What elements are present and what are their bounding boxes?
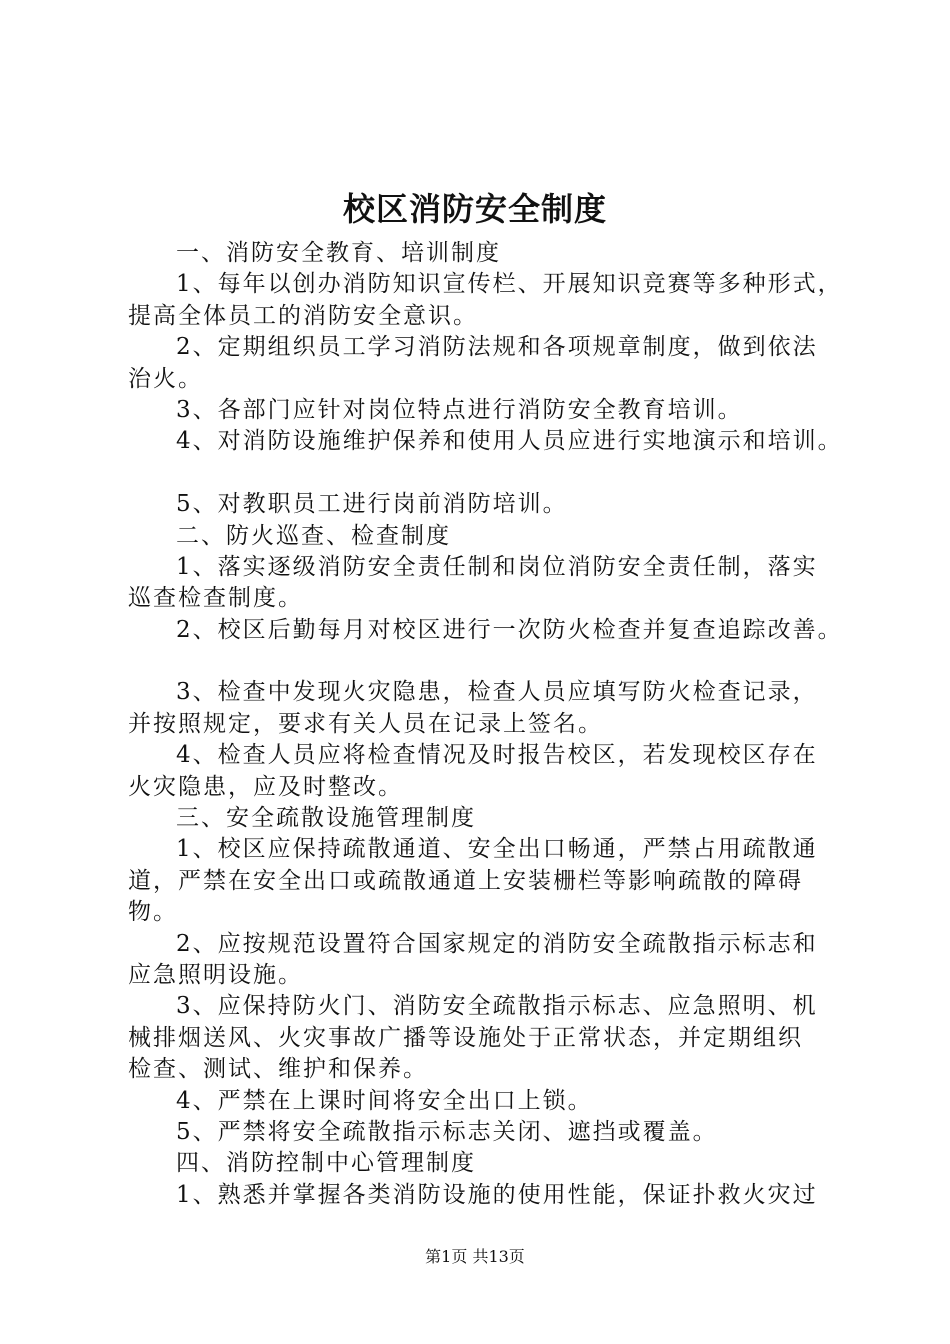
paragraph-line: 物。 xyxy=(128,899,178,926)
paragraph-line: 检查、测试、维护和保养。 xyxy=(128,1056,428,1083)
paragraph-line: 2、校区后勤每月对校区进行一次防火检查并复查追踪改善。 xyxy=(176,616,843,643)
paragraph-line: 并按照规定，要求有关人员在记录上签名。 xyxy=(128,710,603,737)
paragraph-line: 提高全体员工的消防安全意识。 xyxy=(128,302,478,329)
paragraph-line: 4、严禁在上课时间将安全出口上锁。 xyxy=(176,1087,593,1114)
paragraph-line: 3、检查中发现火灾隐患，检查人员应填写防火检查记录， xyxy=(176,679,818,706)
paragraph-line: 4、对消防设施维护保养和使用人员应进行实地演示和培训。 xyxy=(176,428,843,455)
blank-line xyxy=(128,646,833,677)
blank-line xyxy=(128,458,833,489)
paragraph-line: 1、每年以创办消防知识宣传栏、开展知识竞赛等多种形式， xyxy=(176,271,843,298)
paragraph-line: 一、消防安全教育、培训制度 xyxy=(176,240,501,266)
paragraph-line: 4、检查人员应将检查情况及时报告校区，若发现校区存在 xyxy=(176,742,818,769)
paragraph-line: 2、定期组织员工学习消防法规和各项规章制度，做到依法 xyxy=(176,334,818,361)
paragraph-line: 1、熟悉并掌握各类消防设施的使用性能，保证扑救火灾过 xyxy=(176,1181,818,1208)
paragraph-line: 三、安全疏散设施管理制度 xyxy=(176,805,476,832)
paragraph-line: 3、各部门应针对岗位特点进行消防安全教育培训。 xyxy=(176,396,743,423)
document-title: 校区消防安全制度 xyxy=(342,190,607,228)
paragraph-line: 1、校区应保持疏散通道、安全出口畅通，严禁占用疏散通 xyxy=(176,836,818,863)
paragraph-line: 3、应保持防火门、消防安全疏散指示标志、应急照明、机 xyxy=(176,993,818,1020)
paragraph-line: 二、防火巡查、检查制度 xyxy=(176,522,451,549)
paragraph-line: 四、消防控制中心管理制度 xyxy=(176,1150,476,1177)
paragraph-line: 治火。 xyxy=(128,365,203,392)
paragraph-line: 道，严禁在安全出口或疏散通道上安装栅栏等影响疏散的障碍 xyxy=(128,867,803,894)
paragraph-line: 5、严禁将安全疏散指示标志关闭、遮挡或覆盖。 xyxy=(176,1118,718,1145)
paragraph-line: 1、落实逐级消防安全责任制和岗位消防安全责任制，落实 xyxy=(176,553,818,580)
paragraph-line: 2、应按规范设置符合国家规定的消防安全疏散指示标志和 xyxy=(176,930,818,957)
document-body xyxy=(128,238,843,1211)
paragraph-line: 巡查检查制度。 xyxy=(128,585,303,612)
paragraph-line: 火灾隐患，应及时整改。 xyxy=(128,773,403,800)
paragraph-line: 械排烟送风、火灾事故广播等设施处于正常状态，并定期组织 xyxy=(128,1024,803,1051)
page-footer: 第1页 共13页 xyxy=(425,1247,525,1266)
paragraph-line: 应急照明设施。 xyxy=(128,961,303,988)
paragraph-line: 5、对教职员工进行岗前消防培训。 xyxy=(176,491,568,518)
